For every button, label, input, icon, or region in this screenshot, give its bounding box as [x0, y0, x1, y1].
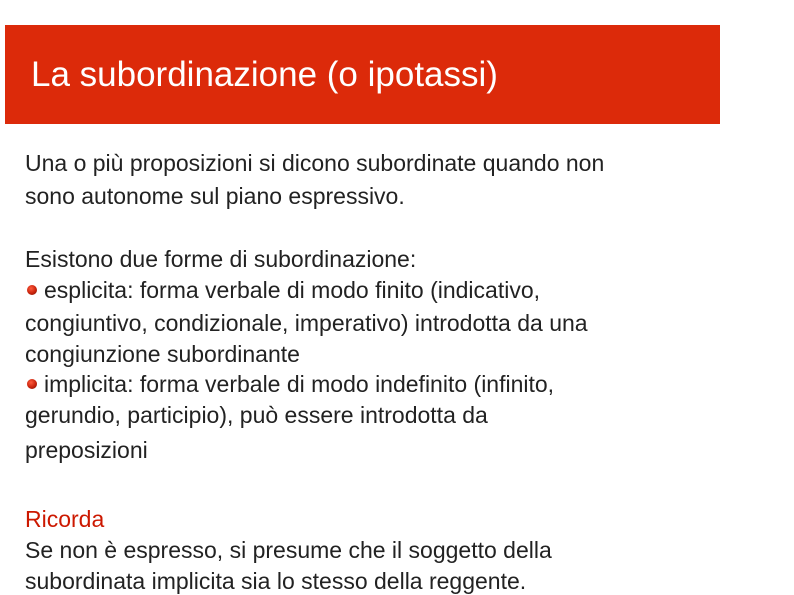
list-item-text: implicita: forma verbale di modo indefinito (infinito,	[44, 371, 555, 397]
note-line-1: Se non è espresso, si presume che il soggetto della	[25, 537, 552, 563]
list-item-continuation: congiunzione subordinante	[25, 341, 300, 367]
intro-line-1: Una o più proposizioni si dicono subordinate quando non	[25, 150, 605, 176]
forms-heading: Esistono due forme di subordinazione:	[25, 246, 417, 272]
list-item-text: esplicita: forma verbale di modo finito (indicativo,	[44, 277, 541, 303]
list-item-continuation: gerundio, participio), può essere introdotta da	[25, 402, 488, 428]
list-item-continuation: preposizioni	[25, 437, 148, 463]
note-line-2: subordinata implicita sia lo stesso della reggente.	[25, 568, 527, 594]
list-item-esplicita	[25, 275, 540, 306]
note-label: Ricorda	[25, 506, 105, 532]
list-item-continuation: congiuntivo, condizionale, imperativo) introdotta da una	[25, 310, 588, 336]
list-item-implicita	[25, 369, 554, 400]
slide-title: La subordinazione (o ipotassi)	[31, 55, 498, 94]
bullet-dot-icon	[27, 379, 37, 389]
intro-line-2: sono autonome sul piano espressivo.	[25, 183, 405, 209]
bullet-dot-icon	[27, 285, 37, 295]
